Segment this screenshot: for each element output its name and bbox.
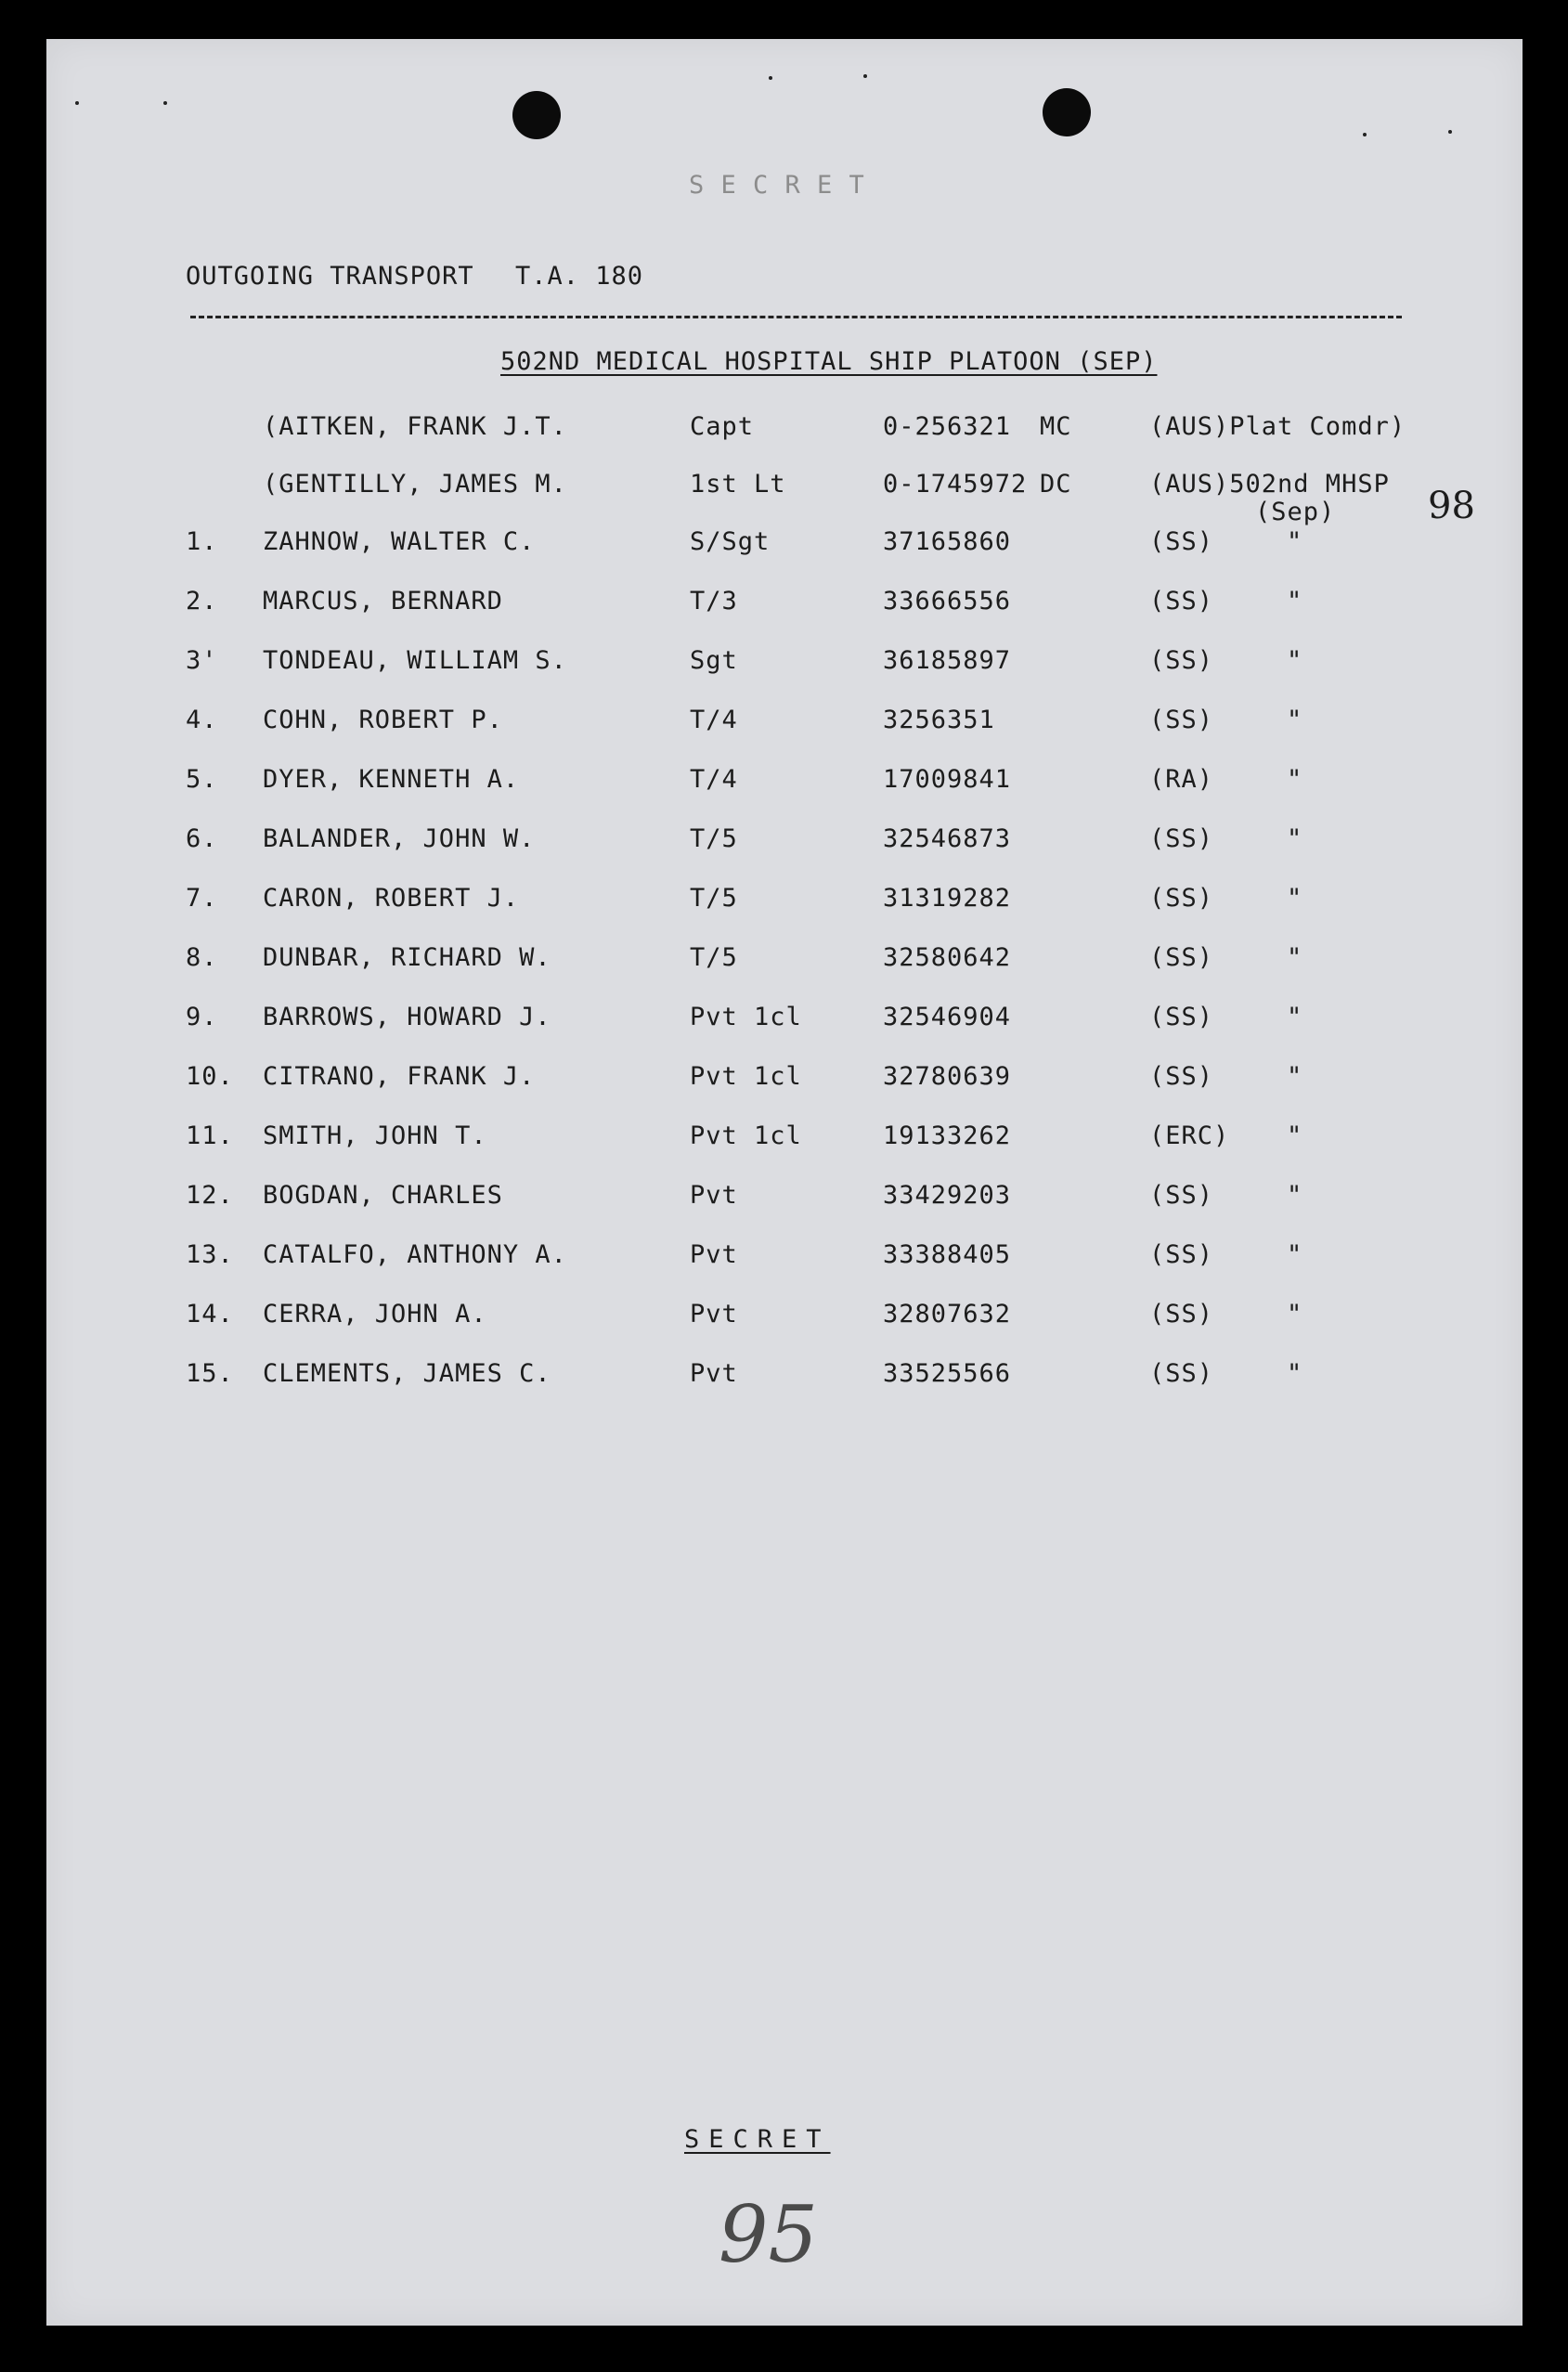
soldier-rank: Pvt [690, 1359, 738, 1388]
component-code: (SS) [1149, 824, 1214, 853]
soldier-rank: Pvt 1cl [690, 1062, 802, 1091]
row-number: 7. [186, 884, 218, 913]
row-number: 3' [186, 646, 218, 675]
row-number: 6. [186, 824, 218, 853]
serial-number: 37165860 [883, 527, 1012, 556]
ditto-mark: " [1287, 824, 1303, 853]
ditto-mark: " [1287, 1062, 1303, 1091]
ditto-mark: " [1287, 765, 1303, 794]
serial-number: 33525566 [883, 1359, 1012, 1388]
officer-branch: MC [1040, 412, 1072, 441]
ditto-mark: " [1287, 1121, 1303, 1150]
component-code: (SS) [1149, 706, 1214, 734]
ditto-mark: " [1287, 1300, 1303, 1329]
component-code: (SS) [1149, 943, 1214, 972]
soldier-rank: Pvt [690, 1181, 738, 1210]
serial-number: 33429203 [883, 1181, 1012, 1210]
component-code: (SS) [1149, 884, 1214, 913]
soldier-name: TONDEAU, WILLIAM S. [263, 646, 567, 675]
officer-rank: Capt [690, 412, 755, 441]
serial-number: 32807632 [883, 1300, 1012, 1329]
serial-number: 32546904 [883, 1003, 1012, 1031]
officer-branch: DC [1040, 470, 1072, 499]
soldier-name: CERRA, JOHN A. [263, 1300, 487, 1329]
soldier-name: CARON, ROBERT J. [263, 884, 520, 913]
serial-number: 32580642 [883, 943, 1012, 972]
soldier-rank: S/Sgt [690, 527, 771, 556]
classification-bottom: SECRET [684, 2125, 831, 2154]
serial-number: 32780639 [883, 1062, 1012, 1091]
ditto-mark: " [1287, 943, 1303, 972]
dashed-divider [190, 316, 1402, 318]
officer-status: (AUS)Plat Comdr) [1149, 412, 1406, 441]
row-number: 12. [186, 1181, 234, 1210]
soldier-name: DUNBAR, RICHARD W. [263, 943, 551, 972]
speck [1448, 130, 1452, 134]
soldier-rank: T/5 [690, 824, 738, 853]
ditto-mark: " [1287, 1003, 1303, 1031]
serial-number: 33388405 [883, 1240, 1012, 1269]
serial-number: 31319282 [883, 884, 1012, 913]
speck [163, 101, 167, 105]
speck [1363, 133, 1367, 136]
ditto-mark: " [1287, 1240, 1303, 1269]
soldier-name: BALANDER, JOHN W. [263, 824, 536, 853]
serial-number: 17009841 [883, 765, 1012, 794]
soldier-name: SMITH, JOHN T. [263, 1121, 487, 1150]
soldier-rank: Sgt [690, 646, 738, 675]
soldier-name: DYER, KENNETH A. [263, 765, 520, 794]
speck [769, 76, 772, 80]
row-number: 14. [186, 1300, 234, 1329]
officer-rank: 1st Lt [690, 470, 786, 499]
row-number: 8. [186, 943, 218, 972]
soldier-name: CITRANO, FRANK J. [263, 1062, 536, 1091]
soldier-name: BARROWS, HOWARD J. [263, 1003, 551, 1031]
row-number: 4. [186, 706, 218, 734]
ditto-mark: " [1287, 884, 1303, 913]
row-number: 15. [186, 1359, 234, 1388]
soldier-rank: Pvt 1cl [690, 1003, 802, 1031]
document-page [46, 39, 1523, 2326]
component-code: (SS) [1149, 1359, 1214, 1388]
row-number: 13. [186, 1240, 234, 1269]
component-code: (RA) [1149, 765, 1214, 794]
ditto-mark: " [1287, 1359, 1303, 1388]
component-code: (SS) [1149, 646, 1214, 675]
soldier-name: BOGDAN, CHARLES [263, 1181, 503, 1210]
component-code: (SS) [1149, 587, 1214, 616]
component-code: (SS) [1149, 1300, 1214, 1329]
handwritten-number: 95 [719, 2189, 818, 2280]
speck [75, 101, 79, 105]
soldier-rank: T/4 [690, 765, 738, 794]
row-number: 9. [186, 1003, 218, 1031]
component-code: (SS) [1149, 1062, 1214, 1091]
soldier-rank: T/3 [690, 587, 738, 616]
unit-title: 502ND MEDICAL HOSPITAL SHIP PLATOON (SEP) [500, 347, 1158, 376]
officer-name: (GENTILLY, JAMES M. [263, 470, 567, 499]
row-number: 5. [186, 765, 218, 794]
serial-number: 3256351 [883, 706, 995, 734]
ditto-mark: " [1287, 646, 1303, 675]
soldier-rank: Pvt [690, 1300, 738, 1329]
ditto-mark: " [1287, 587, 1303, 616]
component-code: (SS) [1149, 1181, 1214, 1210]
soldier-name: MARCUS, BERNARD [263, 587, 503, 616]
row-number: 1. [186, 527, 218, 556]
ditto-mark: " [1287, 706, 1303, 734]
officer-serial: 0-1745972 [883, 470, 1028, 499]
component-code: (SS) [1149, 1003, 1214, 1031]
transport-label: OUTGOING TRANSPORT [186, 262, 474, 291]
row-number: 10. [186, 1062, 234, 1091]
speck [863, 74, 867, 78]
component-code: (ERC) [1149, 1121, 1230, 1150]
serial-number: 32546873 [883, 824, 1012, 853]
soldier-rank: T/4 [690, 706, 738, 734]
serial-number: 36185897 [883, 646, 1012, 675]
officer-status-extra: (Sep) [1255, 498, 1336, 526]
row-number: 11. [186, 1121, 234, 1150]
soldier-rank: T/5 [690, 943, 738, 972]
serial-number: 33666556 [883, 587, 1012, 616]
soldier-rank: Pvt [690, 1240, 738, 1269]
row-number: 2. [186, 587, 218, 616]
officer-serial: 0-256321 [883, 412, 1012, 441]
punch-hole-right [1043, 88, 1091, 136]
soldier-name: CLEMENTS, JAMES C. [263, 1359, 551, 1388]
component-code: (SS) [1149, 527, 1214, 556]
officer-name: (AITKEN, FRANK J.T. [263, 412, 567, 441]
punch-hole-left [512, 91, 561, 139]
soldier-rank: Pvt 1cl [690, 1121, 802, 1150]
component-code: (SS) [1149, 1240, 1214, 1269]
soldier-name: ZAHNOW, WALTER C. [263, 527, 536, 556]
ditto-mark: " [1287, 1181, 1303, 1210]
page-number: 98 [1428, 485, 1475, 527]
soldier-name: CATALFO, ANTHONY A. [263, 1240, 567, 1269]
serial-number: 19133262 [883, 1121, 1012, 1150]
ditto-mark: " [1287, 527, 1303, 556]
classification-top: S E C R E T [689, 171, 865, 200]
soldier-rank: T/5 [690, 884, 738, 913]
soldier-name: COHN, ROBERT P. [263, 706, 503, 734]
officer-status: (AUS)502nd MHSP [1149, 470, 1390, 499]
transport-number: T.A. 180 [515, 262, 644, 291]
